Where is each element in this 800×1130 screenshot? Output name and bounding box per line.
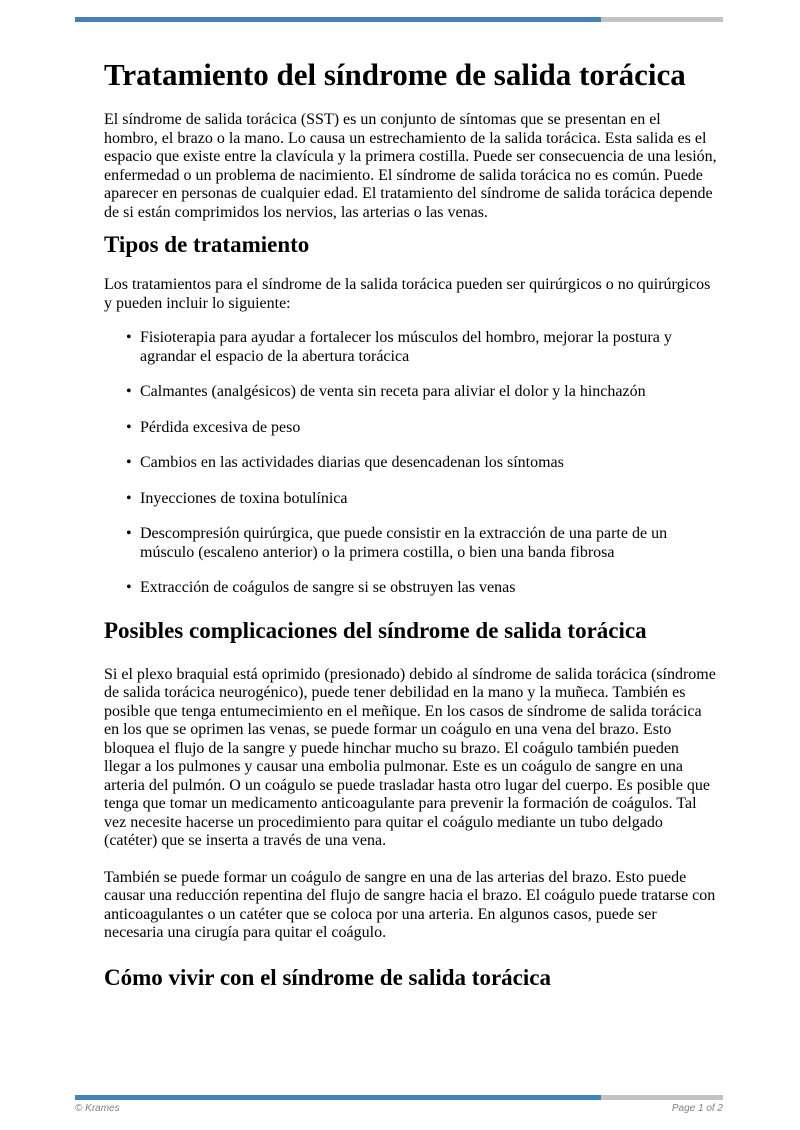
living-with-heading: Cómo vivir con el síndrome de salida torácica — [104, 964, 551, 990]
bottom-rule — [75, 1095, 723, 1100]
treatment-list-item: • Fisioterapia para ayudar a fortalecer los músculos del hombro, mejorar la postura y agrandar el espacio de la abertura torácica — [104, 329, 718, 366]
copyright-label: © Krames — [75, 1103, 120, 1114]
document-intro-paragraph: El síndrome de salida torácica (SST) es un conjunto de síntomas que se presentan en el hombro, el brazo o la mano. Lo causa un estrechamiento de la salida torácica. Esta salida es el espacio que existe entre la clavícula y la primera costilla. Puede ser consecuencia de una lesión, enfermedad o un problema de nacimiento. El síndrome de salida torácica no es común. Puede aparecer en personas de cualquier edad. El tratamiento del síndrome de salida torácica depende de si están comprimidos los nervios, las arterias o las venas. — [104, 111, 717, 221]
complications-paragraph-1: Si el plexo braquial está oprimido (presionado) debido al síndrome de salida torácica (síndrome de salida torácica neurogénico), puede tener debilidad en la mano y la muñeca. También es posible que tenga entumecimiento en el meñique. En los casos de síndrome de salida torácica en los que se oprimen las venas, se puede formar un coágulo en una vena del brazo. Esto bloquea el flujo de la sangre y puede hinchar mucho su brazo. El coágulo también pueden llegar a los pulmones y causar una embolia pulmonar. Este es un coágulo de sangre en una arteria del pulmón. O un coágulo se puede trasladar hasta otro lugar del cuerpo. Es posible que tenga que tomar un medicamento anticoagulante para prevenir la formación de coágulos. Tal vez necesite hacerse un procedimiento para quitar el coágulo mediante un tubo delgado (catéter) que se inserta a través de una vena. — [104, 665, 716, 849]
footer — [75, 1103, 723, 1114]
complications-paragraph-2: También se puede formar un coágulo de sangre en una de las arterias del brazo. Esto puede causar una reducción repentina del flujo de sangre hacia el brazo. El coágulo puede tratarse con anticoagulantes o un catéter que se coloca por una arteria. En algunos casos, puede ser necesaria una cirugía para quitar el coágulo. — [104, 868, 716, 941]
treatment-list-item: • Cambios en las actividades diarias que desencadenan los síntomas — [104, 454, 718, 473]
treatment-list-item: • Pérdida excesiva de peso — [104, 419, 718, 438]
document-body — [104, 0, 718, 992]
treatment-list-item: • Calmantes (analgésicos) de venta sin receta para aliviar el dolor y la hinchazón — [104, 383, 718, 402]
treatment-types-intro: Los tratamientos para el síndrome de la salida torácica pueden ser quirúrgicos o no quirúrgicos y pueden incluir lo siguiente: — [104, 276, 711, 312]
page-number-label: Page 1 of 2 — [671, 1103, 723, 1114]
treatment-list-item: • Inyecciones de toxina botulínica — [104, 490, 718, 509]
treatment-types-heading: Tipos de tratamiento — [104, 232, 310, 257]
treatment-list — [104, 329, 718, 598]
treatment-list-item: • Descompresión quirúrgica, que puede consistir en la extracción de una parte de un músculo (escaleno anterior) o la primera costilla, o bien una banda fibrosa — [104, 525, 718, 562]
bottom-rule-blue-segment — [75, 1095, 601, 1100]
document-title: Tratamiento del síndrome de salida torácica — [104, 57, 686, 92]
treatment-list-item: • Extracción de coágulos de sangre si se obstruyen las venas — [104, 579, 718, 598]
complications-heading: Posibles complicaciones del síndrome de salida torácica — [104, 617, 647, 643]
